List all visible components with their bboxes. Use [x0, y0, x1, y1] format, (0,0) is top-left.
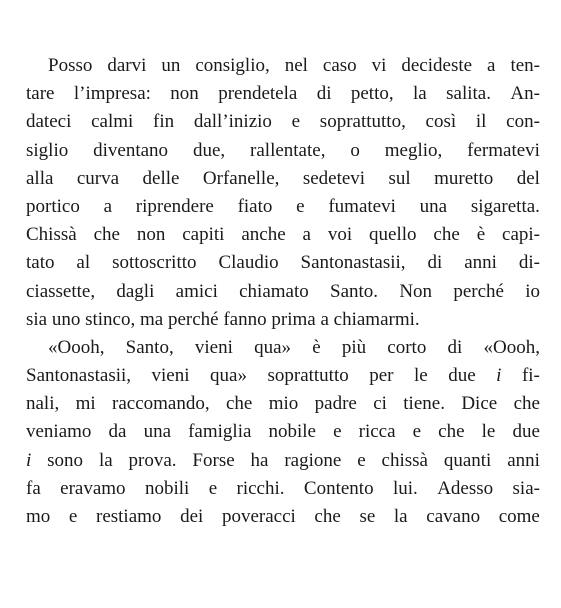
word: siglio	[26, 139, 69, 161]
word: a	[103, 195, 113, 217]
word: Contento	[303, 477, 374, 499]
word: e	[291, 111, 301, 133]
word: anche	[241, 224, 286, 246]
word: padre	[314, 393, 357, 415]
word: ricchi.	[236, 477, 285, 499]
word: An-	[510, 83, 540, 105]
text-line	[26, 334, 540, 362]
word: sono	[47, 449, 84, 471]
word: ragione	[284, 449, 342, 471]
word: vieni	[151, 365, 190, 387]
word: fanno	[223, 308, 267, 330]
word: che	[225, 393, 253, 415]
word: che	[433, 224, 460, 246]
word: dagli	[116, 280, 155, 302]
word: fi-	[521, 365, 540, 387]
word: voi	[327, 224, 353, 246]
word: e	[296, 195, 305, 217]
word: io	[525, 280, 540, 302]
word: Chissà	[26, 224, 77, 246]
text-line	[26, 390, 540, 418]
word: perché	[453, 280, 504, 302]
word: prima	[271, 308, 316, 330]
text-line	[26, 165, 540, 193]
word: che	[314, 506, 341, 527]
word: restiamo	[96, 506, 162, 527]
word: ricca	[358, 421, 396, 443]
word: nobile	[268, 421, 316, 443]
word: caso	[322, 55, 357, 76]
word: che	[513, 393, 540, 415]
word: delle	[142, 167, 180, 189]
word: qua»	[210, 365, 247, 387]
word: quello	[369, 224, 417, 246]
word: le	[414, 365, 428, 387]
text-line	[26, 418, 540, 446]
word: chiamato	[239, 280, 309, 302]
word: sul	[388, 167, 411, 189]
word: di	[316, 83, 332, 105]
word: ma	[140, 308, 164, 330]
word: riprendere	[135, 195, 214, 217]
word: sia-	[512, 477, 540, 499]
word: Claudio	[218, 252, 279, 274]
text-line	[26, 306, 540, 334]
word: ten-	[510, 55, 540, 76]
word: anni	[507, 449, 540, 471]
word: cavano	[426, 506, 481, 527]
word: raccomando,	[112, 393, 210, 415]
word: del	[516, 167, 540, 189]
word: muretto	[434, 167, 494, 189]
word: eravamo	[60, 477, 126, 499]
word: mi	[75, 393, 96, 415]
text-line	[26, 80, 540, 108]
word: Dice	[461, 393, 498, 415]
word: «Oooh,	[483, 336, 540, 358]
word: «Oooh,	[48, 336, 105, 358]
word: portico	[26, 195, 80, 217]
word: famiglia	[188, 421, 252, 443]
word: consiglio,	[195, 55, 270, 76]
text-line	[26, 503, 540, 531]
word: calmi	[91, 111, 134, 133]
word: anni	[464, 252, 497, 274]
word: perché	[167, 308, 219, 330]
word: è	[312, 336, 321, 358]
word: tiene.	[403, 393, 445, 415]
text-line	[26, 52, 540, 80]
word: e	[68, 506, 78, 527]
text-line	[26, 249, 540, 277]
word: darvi	[107, 55, 147, 76]
word: Posso	[48, 55, 93, 76]
word: di	[447, 336, 463, 358]
word: sottoscritto	[112, 252, 197, 274]
word: nobili	[144, 477, 190, 499]
word: salita.	[446, 83, 491, 105]
word: ciassette,	[26, 280, 96, 302]
word: mio	[268, 393, 299, 415]
word: di-	[518, 252, 540, 274]
word: a	[320, 308, 329, 330]
word: tare	[26, 83, 55, 105]
word: fiato	[237, 195, 273, 217]
text-line	[26, 108, 540, 136]
word: e	[357, 449, 366, 471]
word: fin	[153, 111, 175, 133]
word: a	[302, 224, 311, 246]
word: poveracci	[221, 506, 296, 527]
word: il	[475, 111, 487, 133]
word: così	[425, 111, 457, 133]
word: amici	[175, 280, 218, 302]
word: ha	[250, 449, 269, 471]
word: petto,	[350, 83, 394, 105]
word: corto	[387, 336, 427, 358]
word: dall’inizio	[193, 111, 272, 133]
text-line	[26, 221, 540, 249]
word: sia	[26, 308, 48, 330]
word: che	[438, 421, 465, 443]
word: e	[412, 421, 422, 443]
word: chiamarmi.	[333, 308, 420, 330]
word: vieni	[194, 336, 233, 358]
word: prendetela	[218, 83, 298, 105]
word: dei	[180, 506, 204, 527]
word: soprattutto,	[319, 111, 406, 133]
word: per	[369, 365, 394, 387]
word: da	[108, 421, 127, 443]
word: e	[333, 421, 342, 443]
word: tato	[26, 252, 55, 274]
word: fermatevi	[467, 139, 540, 161]
word: dateci	[26, 111, 72, 133]
word: Non	[399, 280, 433, 302]
word: veniamo	[26, 421, 92, 443]
word: alla	[26, 167, 54, 189]
word: che	[93, 224, 120, 246]
word: se	[359, 506, 376, 527]
word: le	[481, 421, 496, 443]
word: decideste	[401, 55, 473, 76]
word: come	[498, 506, 540, 527]
word: mo	[26, 506, 51, 527]
word: nel	[284, 55, 308, 76]
word: e	[208, 477, 218, 499]
word: uno	[51, 308, 81, 330]
word: fumatevi	[328, 195, 396, 217]
word: l’impresa:	[73, 83, 151, 105]
word: meglio,	[384, 139, 443, 161]
word: Santo,	[125, 336, 174, 358]
word: a	[487, 55, 496, 76]
word: sigaretta.	[470, 195, 540, 217]
word: capiti	[182, 224, 225, 246]
word: vi	[371, 55, 387, 76]
word: una	[143, 421, 171, 443]
word: fa	[26, 477, 41, 499]
text-line	[26, 137, 540, 165]
word: una	[419, 195, 448, 217]
word: la	[413, 83, 427, 105]
text-line	[26, 278, 540, 306]
word: capi-	[502, 224, 540, 246]
word: quanti	[443, 449, 492, 471]
text-line	[26, 362, 540, 390]
word: nali,	[26, 393, 60, 415]
word: o	[350, 139, 360, 161]
word: Orfanelle,	[202, 167, 280, 189]
word: diventano	[93, 139, 169, 161]
word: chissà	[381, 449, 428, 471]
word: rallentate,	[250, 139, 326, 161]
word: di	[427, 252, 443, 274]
text-line	[26, 193, 540, 221]
word: Adesso	[437, 477, 494, 499]
word: sedetevi	[302, 167, 366, 189]
word: i	[496, 365, 502, 387]
body-text	[26, 52, 540, 531]
word: non	[136, 224, 166, 246]
text-line	[26, 475, 540, 503]
word: soprattutto	[267, 365, 349, 387]
word: Santonastasii,	[300, 252, 406, 274]
word: lui.	[392, 477, 418, 499]
word: la	[98, 449, 113, 471]
word: due,	[192, 139, 226, 161]
word: due	[512, 421, 540, 443]
word: con-	[506, 111, 540, 133]
word: Santo.	[330, 280, 379, 302]
word: qua»	[254, 336, 292, 358]
word: al	[76, 252, 91, 274]
word: un	[161, 55, 181, 76]
word: è	[476, 224, 486, 246]
word: i	[26, 449, 32, 471]
word: due	[448, 365, 476, 387]
word: Forse	[192, 449, 235, 471]
word: ci	[373, 393, 387, 415]
word: più	[341, 336, 367, 358]
word: Santonastasii,	[26, 365, 132, 387]
word: non	[170, 83, 199, 105]
word: stinco,	[85, 308, 136, 330]
word: prova.	[128, 449, 177, 471]
text-line	[26, 447, 540, 475]
word: curva	[76, 167, 120, 189]
word: la	[393, 506, 408, 527]
